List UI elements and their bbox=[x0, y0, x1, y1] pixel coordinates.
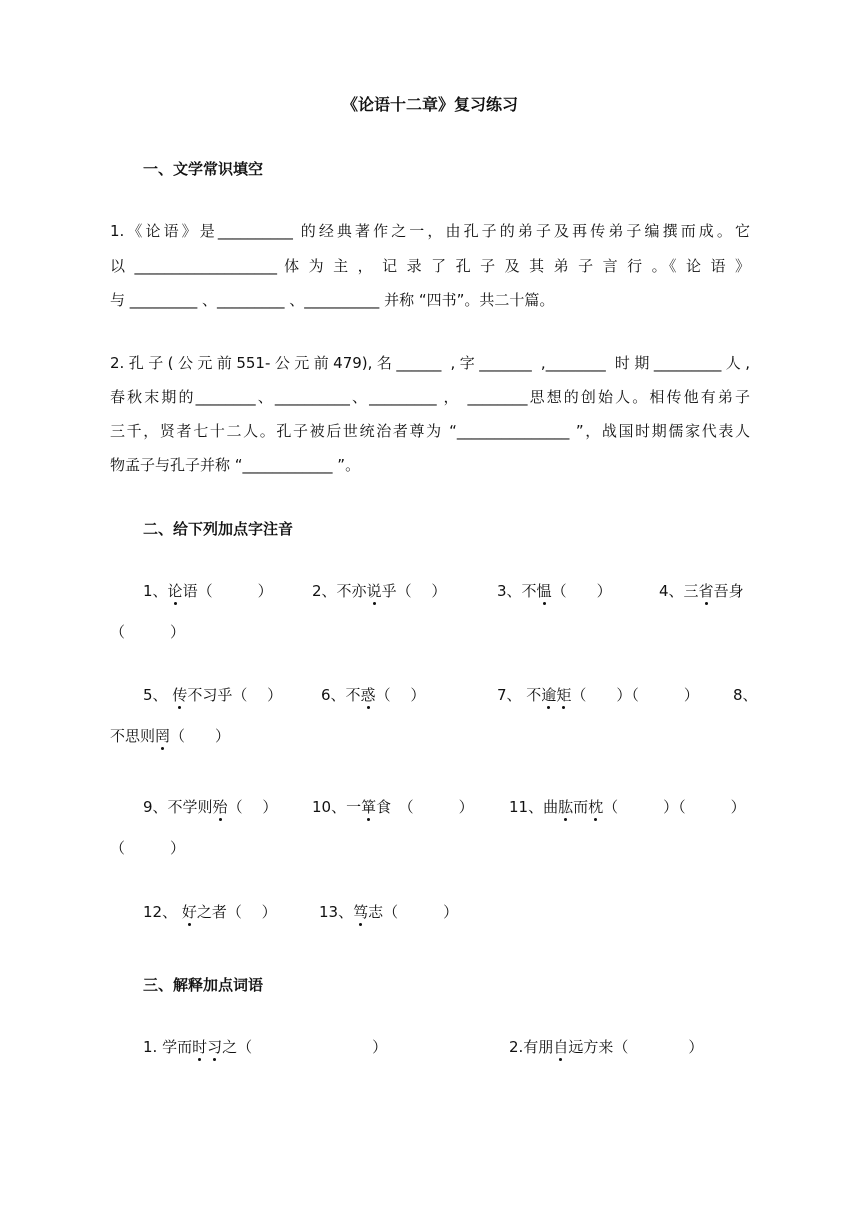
pinyin-item: 10、一箪食 （ ） bbox=[312, 798, 474, 816]
pinyin-item: 1、论语（ ） bbox=[143, 582, 273, 600]
pinyin-item: 13、笃志（ ） bbox=[319, 903, 459, 921]
q2-line2: 春秋末期的________、__________、_________ ， ________思想的创始人。相传他有弟子 bbox=[110, 388, 750, 406]
pinyin-item: 3、不愠（ ） bbox=[497, 582, 612, 600]
dotted-char: 逾 bbox=[541, 686, 557, 704]
dotted-char: 笃 bbox=[353, 903, 369, 921]
dotted-char: 省 bbox=[698, 582, 714, 600]
pinyin-item: 9、不学则殆（ ） bbox=[143, 798, 278, 816]
q2-line3: 三千，贤者七十二人。孔子被后世统治者尊为 “_______________ ”，战国时期儒家代表人 bbox=[110, 422, 750, 440]
pinyin-blank: （ ） bbox=[110, 623, 186, 641]
section-heading-literature: 一、文学常识填空 bbox=[143, 160, 264, 178]
dotted-char: 传 bbox=[172, 686, 188, 704]
section-heading-explain: 三、解释加点词语 bbox=[143, 976, 264, 994]
dotted-char: 论 bbox=[167, 582, 183, 600]
page-title: 《论语十二章》复习练习 bbox=[341, 95, 518, 114]
dotted-char: 肱 bbox=[558, 798, 574, 816]
pinyin-item: 11、曲肱而枕（ ）（ ） bbox=[509, 798, 746, 816]
explain-item: 2.有朋自远方来（ ） bbox=[509, 1038, 704, 1056]
dotted-char: 说 bbox=[366, 582, 382, 600]
section-heading-pinyin: 二、给下列加点字注音 bbox=[143, 520, 294, 538]
dotted-char: 自 bbox=[553, 1038, 569, 1056]
pinyin-item: 不思则罔（ ） bbox=[110, 727, 231, 745]
pinyin-item-number: 8、 bbox=[733, 686, 758, 704]
dotted-char: 殆 bbox=[212, 798, 228, 816]
q1-line1: 1.《论语》是__________ 的经典著作之一，由孔子的弟子及再传弟子编撰而成。它 bbox=[110, 222, 750, 240]
pinyin-item: 12、 好之者（ ） bbox=[143, 903, 277, 921]
pinyin-item: 5、 传不习乎（ ） bbox=[143, 686, 283, 704]
q1-line2: 以 ___________________ 体 为 主 ， 记 录 了 孔 子 及 其 弟 子 言 行 。《 论 语 》 bbox=[110, 257, 750, 275]
pinyin-item: 6、不惑（ ） bbox=[321, 686, 426, 704]
dotted-char: 习 bbox=[207, 1038, 223, 1056]
dotted-char: 罔 bbox=[155, 727, 171, 745]
explain-item: 1. 学而时习之（ ） bbox=[143, 1038, 388, 1056]
q1-line3: 与 _________ 、_________ 、__________ 并称 “四书”。共二十篇。 bbox=[110, 291, 555, 309]
pinyin-item: 4、三省吾身 bbox=[659, 582, 744, 600]
q2-line1: 2.孔子(公元前551-公元前479),名______ ,字_______ ,________ 时期_________人, bbox=[110, 354, 750, 372]
dotted-char: 箪 bbox=[361, 798, 377, 816]
dotted-char: 时 bbox=[192, 1038, 208, 1056]
dotted-char: 矩 bbox=[556, 686, 572, 704]
pinyin-item: 2、不亦说乎（ ） bbox=[312, 582, 447, 600]
dotted-char: 好 bbox=[181, 903, 197, 921]
pinyin-item: 7、 不逾矩（ ）（ ） bbox=[497, 686, 699, 704]
dotted-char: 枕 bbox=[588, 798, 604, 816]
dotted-char: 愠 bbox=[536, 582, 552, 600]
q2-line4: 物孟子与孔子并称 “____________ ”。 bbox=[110, 456, 361, 474]
dotted-char: 惑 bbox=[360, 686, 376, 704]
pinyin-blank: （ ） bbox=[110, 839, 186, 857]
